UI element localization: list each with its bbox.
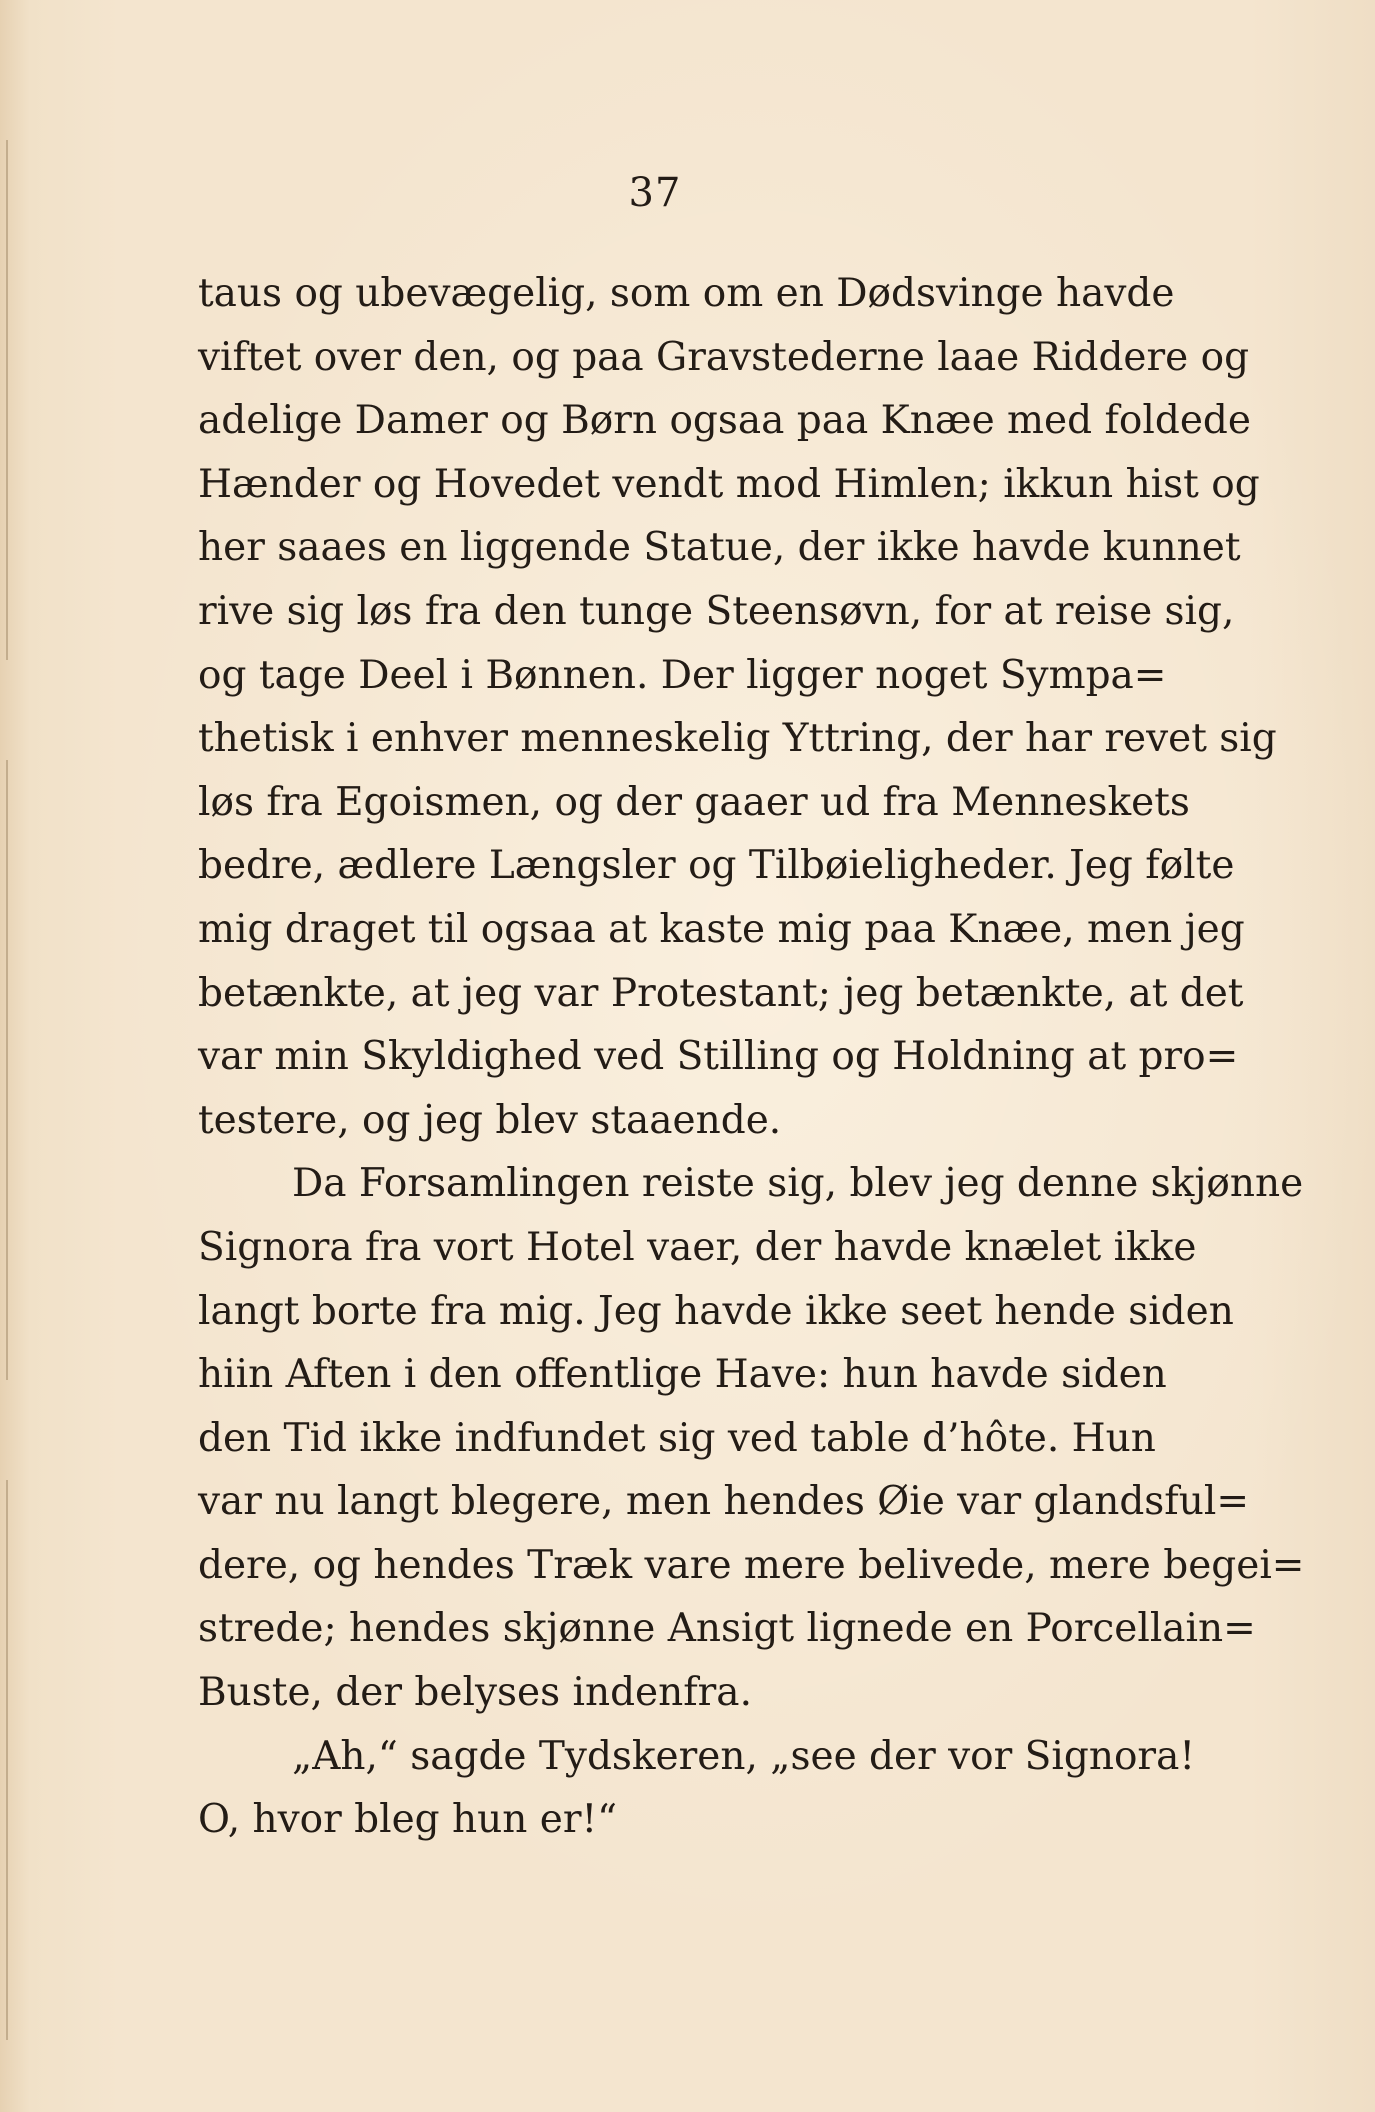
body-text: [198, 262, 1305, 1852]
text-line: hiin Aften i den offentlige Have: hun havde siden: [198, 1352, 1167, 1398]
text-line: var nu langt blegere, men hendes Øie var glandsful=: [198, 1479, 1250, 1525]
text-line: løs fra Egoismen, og der gaaer ud fra Menneskets: [198, 779, 1190, 825]
text-line: Buste, der belyses indenfra.: [198, 1670, 752, 1716]
text-line: dere, og hendes Træk vare mere belivede, mere begei=: [198, 1542, 1305, 1588]
text-line: den Tid ikke indfundet sig ved table d’hôte. Hun: [198, 1415, 1156, 1461]
text-line: mig draget til ogsaa at kaste mig paa Knæe, men jeg: [198, 906, 1245, 952]
text-line: her saaes en liggende Statue, der ikke havde kunnet: [198, 525, 1241, 571]
text-line: og tage Deel i Bønnen. Der ligger noget Sympa=: [198, 652, 1167, 698]
text-line: testere, og jeg blev staaende.: [198, 1097, 782, 1143]
text-line: var min Skyldighed ved Stilling og Holdning at pro=: [198, 1034, 1239, 1080]
text-line: strede; hendes skjønne Ansigt lignede en Porcellain=: [198, 1606, 1256, 1652]
text-line: bedre, ædlere Længsler og Tilbøieligheder. Jeg følte: [198, 843, 1235, 889]
text-line: „Ah,“ sagde Tydskeren, „see der vor Signora!: [292, 1733, 1195, 1779]
text-line: taus og ubevægelig, som om en Dødsvinge havde: [198, 271, 1175, 316]
page-edge-shadow: [6, 140, 8, 660]
page-edge-shadow: [6, 760, 8, 1380]
text-line: langt borte fra mig. Jeg havde ikke seet hende siden: [198, 1288, 1234, 1334]
text-line: Signora fra vort Hotel vaer, der havde knælet ikke: [198, 1224, 1197, 1270]
text-line: O, hvor bleg hun er!“: [198, 1797, 618, 1843]
text-line: Hænder og Hovedet vendt mod Himlen; ikkun hist og: [198, 461, 1260, 507]
text-line: viftet over den, og paa Gravstederne laae Riddere og: [198, 334, 1250, 380]
text-line: thetisk i enhver menneskelig Yttring, der har revet sig: [198, 716, 1277, 762]
text-line: rive sig løs fra den tunge Steensøvn, for at reise sig,: [198, 588, 1235, 634]
page-edge-shadow: [6, 1480, 8, 2040]
text-line: Da Forsamlingen reiste sig, blev jeg denne skjønne: [292, 1161, 1304, 1207]
page-number: 37: [628, 170, 682, 216]
text-line: adelige Damer og Børn ogsaa paa Knæe med foldede: [198, 398, 1251, 444]
text-line: betænkte, at jeg var Protestant; jeg betænkte, at det: [198, 970, 1244, 1016]
